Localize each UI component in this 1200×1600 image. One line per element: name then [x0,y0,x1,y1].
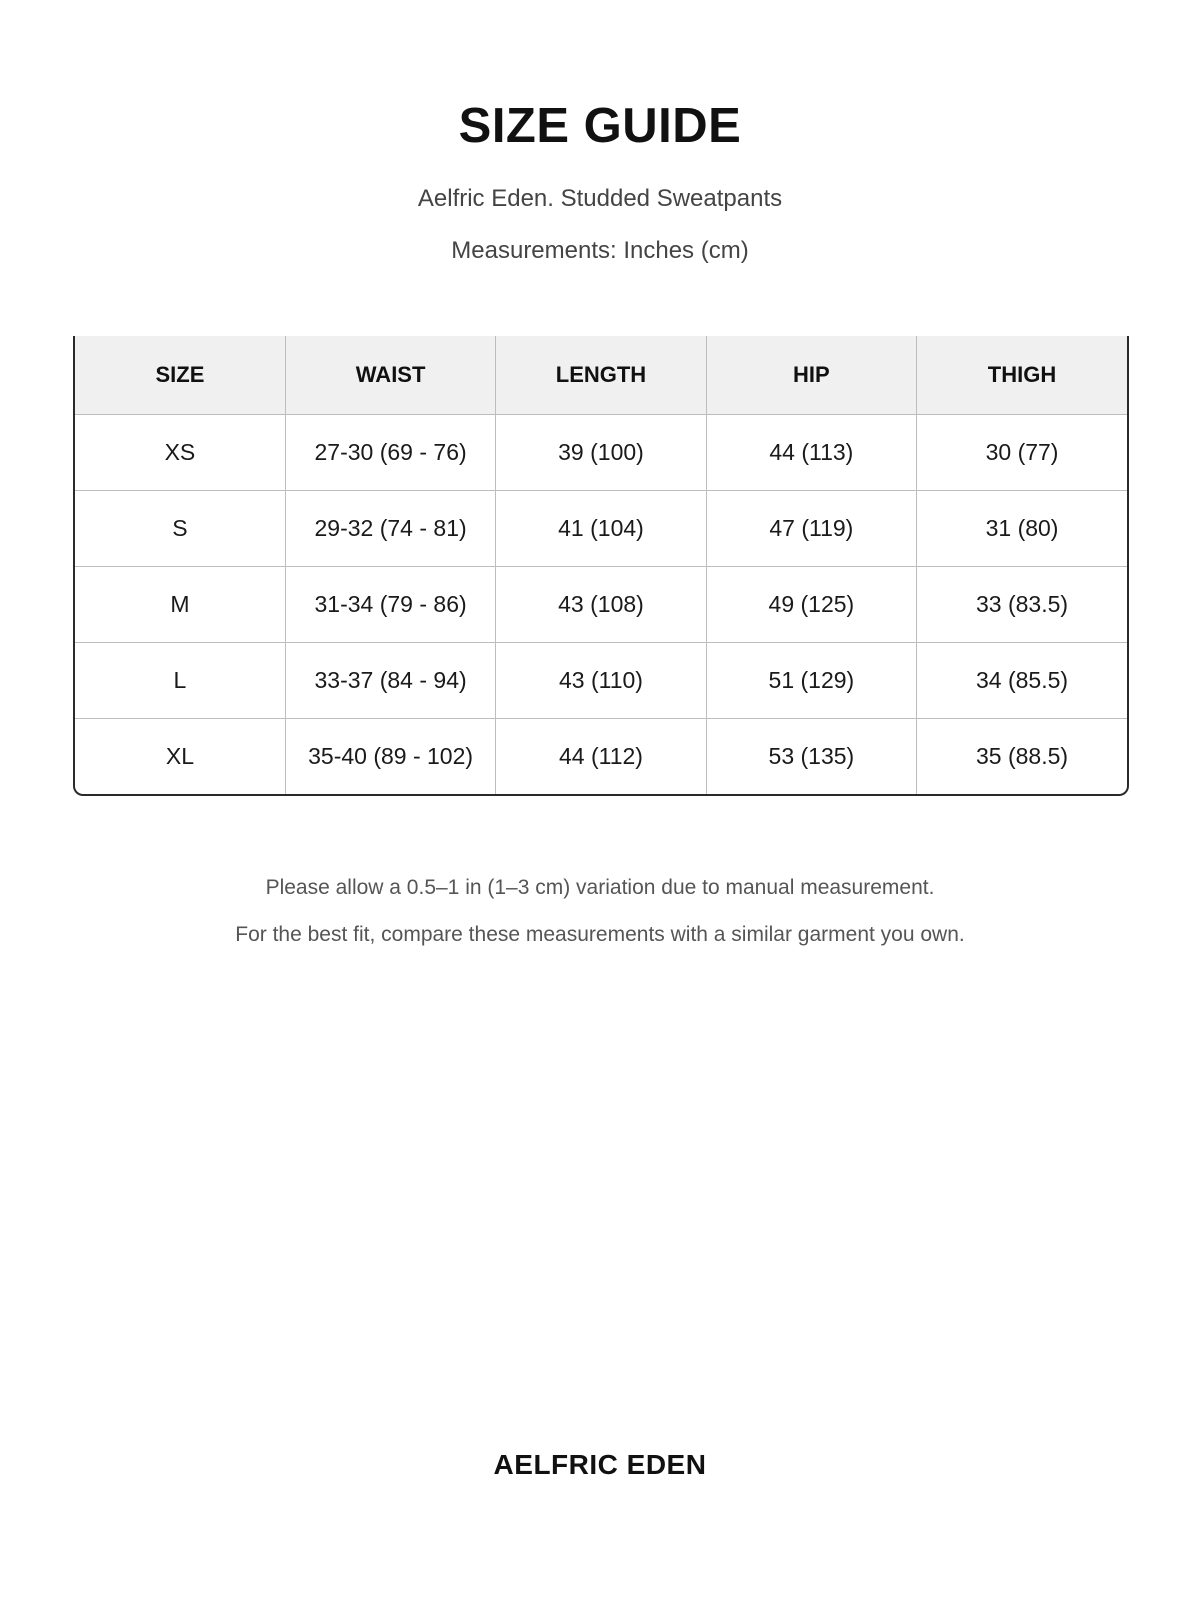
table-cell-hip: 53 (135) [706,718,916,794]
column-header-thigh: THIGH [917,336,1127,414]
variation-note: Please allow a 0.5–1 in (1–3 cm) variation due to manual measurement. [265,876,935,899]
table-cell-waist: 35-40 (89 - 102) [285,718,495,794]
table-cell-waist: 33-37 (84 - 94) [285,642,495,718]
table-cell-length: 43 (108) [496,566,706,642]
table-cell-hip: 51 (129) [706,642,916,718]
table-cell-size: M [75,566,285,642]
table-row [75,642,1127,718]
measurement-units: Measurements: Inches (cm) [451,237,749,264]
table-row [75,414,1127,490]
column-header-waist: WAIST [285,336,495,414]
table-cell-thigh: 33 (83.5) [917,566,1127,642]
brand-footer: AELFRIC EDEN [493,1449,707,1480]
table-row [75,566,1127,642]
column-header-hip: HIP [706,336,916,414]
table-cell-size: XL [75,718,285,794]
table-cell-waist: 29-32 (74 - 81) [285,490,495,566]
column-header-size: SIZE [75,336,285,414]
table-cell-hip: 44 (113) [706,414,916,490]
table-cell-thigh: 35 (88.5) [976,742,1069,769]
fit-note: For the best fit, compare these measurements with a similar garment you own. [235,923,965,946]
table-cell-size: XS [75,414,285,490]
table-cell-thigh: 34 (85.5) [917,642,1127,718]
table-row [75,490,1127,566]
table-cell-length: 41 (104) [496,490,706,566]
page-title: SIZE GUIDE [458,99,742,153]
table-cell-waist: 31-34 (79 - 86) [285,566,495,642]
table-cell-thigh: 30 (77) [917,414,1127,490]
table-row [75,718,1127,794]
product-name: Aelfric Eden. Studded Sweatpants [417,185,783,212]
table-header-row [75,336,1127,414]
size-table-container [73,336,1129,796]
column-header-length: LENGTH [496,336,706,414]
table-cell-size: L [75,642,285,718]
table-cell-length: 43 (110) [496,642,706,718]
table-cell-size: S [75,490,285,566]
size-table [75,336,1127,794]
table-cell-waist: 27-30 (69 - 76) [285,414,495,490]
table-cell-hip: 49 (125) [706,566,916,642]
table-cell-hip: 47 (119) [706,490,916,566]
table-cell-length: 44 (112) [496,718,706,794]
table-cell-length: 39 (100) [496,414,706,490]
table-cell-thigh: 31 (80) [917,490,1127,566]
